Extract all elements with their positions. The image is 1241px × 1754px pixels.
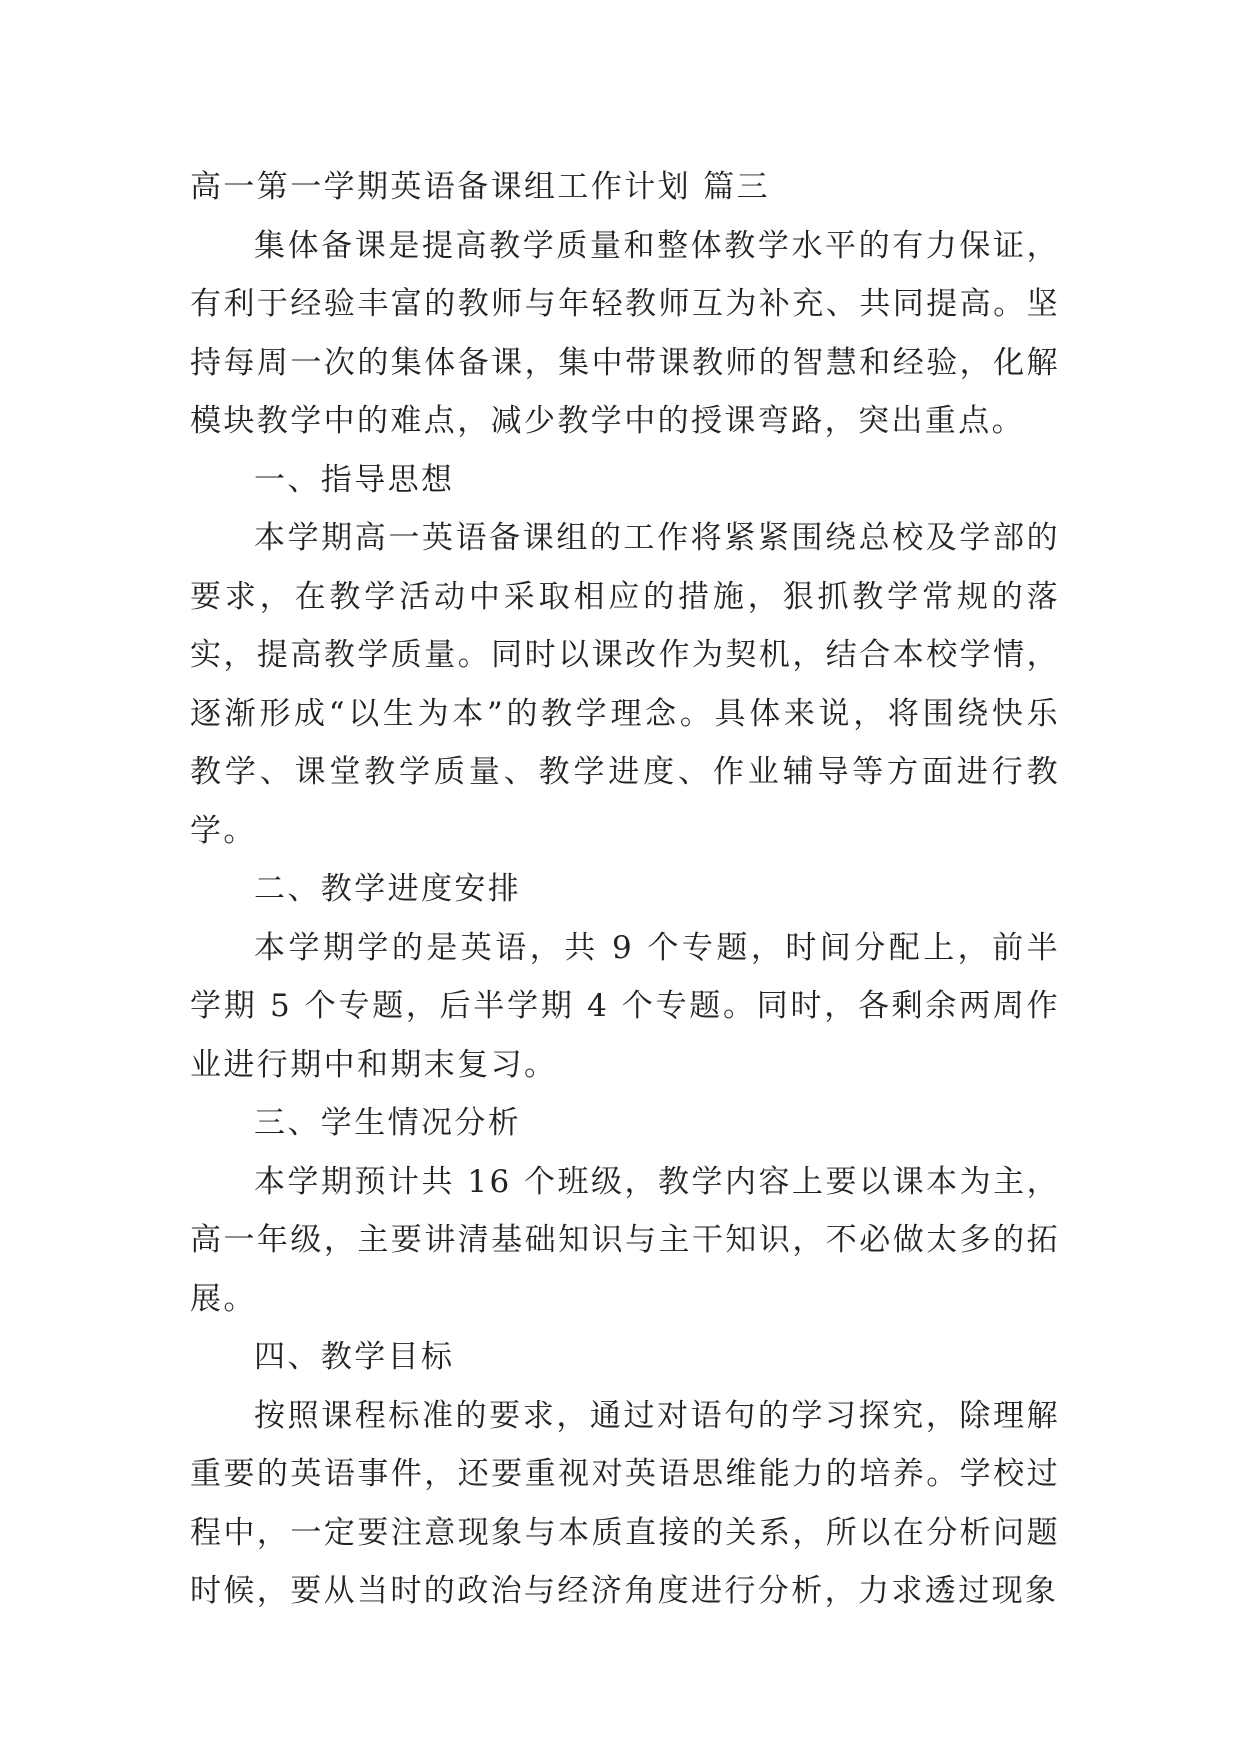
section-heading-1: 一、指导思想	[254, 461, 455, 498]
section-body-3: 本学期预计共 16 个班级，教学内容上要以课本为主，高一年级，主要讲清基础知识与主干知识，不必做太多的拓展。	[190, 1163, 1060, 1317]
document-title: 高一第一学期英语备课组工作计划 篇三	[190, 169, 771, 205]
document-body	[190, 158, 1060, 1621]
intro-paragraph: 集体备课是提高教学质量和整体教学水平的有力保证，有利于经验丰富的教师与年轻教师互为补充、共同提高。坚持每周一次的集体备课，集中带课教师的智慧和经验，化解模块教学中的难点，减少教学中的授课弯路，突出重点。	[190, 227, 1060, 439]
section-body-1: 本学期高一英语备课组的工作将紧紧围绕总校及学部的要求，在教学活动中采取相应的措施，狠抓教学常规的落实，提高教学质量。同时以课改作为契机，结合本校学情，逐渐形成“以生为本”的教学理念。具体来说，将围绕快乐教学、课堂教学质量、教学进度、作业辅导等方面进行教学。	[190, 520, 1060, 849]
section-body-4: 按照课程标准的要求，通过对语句的学习探究，除理解重要的英语事件，还要重视对英语思维能力的培养。学校过程中，一定要注意现象与本质直接的关系，所以在分析问题时候，要从当时的政治与经济角度进行分析，力求透过现象	[190, 1397, 1060, 1609]
section-heading-2: 二、教学进度安排	[254, 871, 522, 907]
section-heading-4: 四、教学目标	[254, 1339, 455, 1375]
section-body-2: 本学期学的是英语，共 9 个专题，时间分配上，前半学期 5 个专题，后半学期 4 个专题。同时，各剩余两周作业进行期中和期末复习。	[190, 929, 1060, 1083]
section-heading-3: 三、学生情况分析	[254, 1105, 522, 1141]
